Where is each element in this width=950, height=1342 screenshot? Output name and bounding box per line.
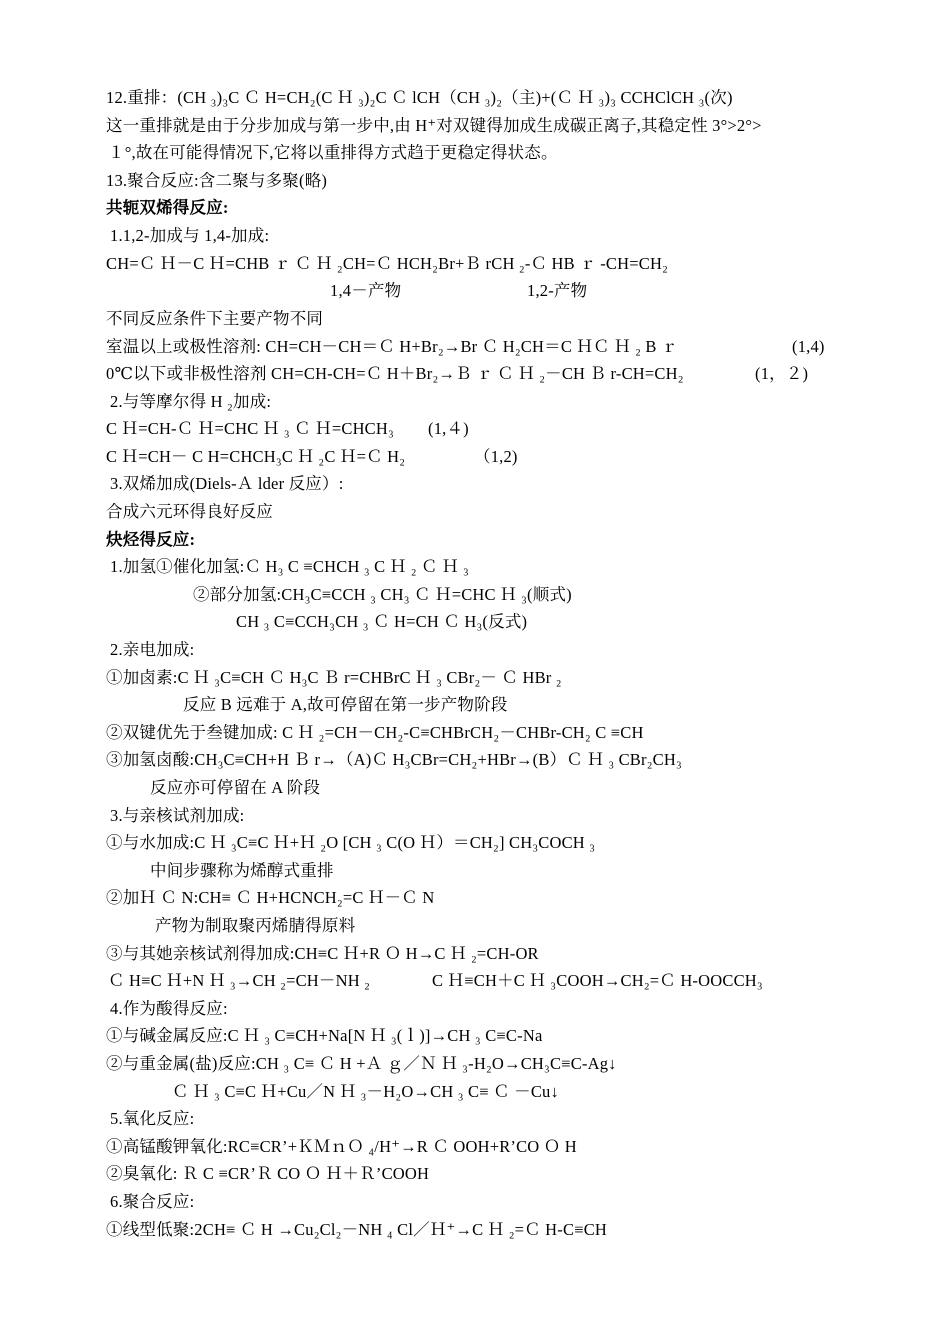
- section-heading-alkynes: 炔烃得反应:: [106, 530, 196, 549]
- water-addition: ①与水加成:C Ｈ ₃C≡C Ｈ+Ｈ ₂O [CH ₃ C(O Ｈ）＝CH₂] CH₃COCH ₃: [106, 833, 596, 852]
- nonpolar-solvent-product-tag: (1，２): [755, 364, 809, 383]
- nonpolar-solvent-equation: 0℃以下或非极性溶剂 CH=CH-CH=Ｃ H＋Br₂→Ｂ ｒ Ｃ Ｈ ₂－CH Ｂ r-CH=CH₂: [106, 364, 684, 383]
- other-nucleophile-addition: ③与其她亲核试剂得加成:CH≡C Ｈ+R Ｏ H→C Ｈ ₂=CH-OR: [106, 944, 539, 963]
- polar-solvent-product-tag: (1,4): [792, 337, 825, 356]
- heavy-metal-reaction-ag: ②与重金属(盐)反应:CH ₃ C≡ Ｃ H +Ａ ｇ／Ｎ Ｈ ₃-H₂O→CH₃C≡C-Ag↓: [106, 1054, 617, 1073]
- h2-addition-tag-2: （1,2): [474, 447, 518, 466]
- heavy-metal-reaction-cu: Ｃ Ｈ ₃ C≡C Ｈ+Cu／N Ｈ ₃－H₂O→CH ₃ C≡ Ｃ －Cu↓: [172, 1082, 559, 1101]
- catalytic-hydrogenation: 1.加氢①催化加氢:Ｃ H₃ C ≡CHCH ₃ C Ｈ ₂ Ｃ Ｈ ₃: [110, 557, 469, 576]
- halogen-addition-note: 反应 B 远难于 A,故可停留在第一步产物阶段: [183, 695, 508, 714]
- h2-addition-tag-1: (1,４): [428, 419, 469, 438]
- product-label-12: 1,2-产物: [527, 281, 588, 300]
- diels-alder-heading: 3.双烯加成(Diels-Ａ lder 反应）:: [110, 474, 344, 493]
- addition-equation: CH=Ｃ Ｈ－C Ｈ=CHB ｒ Ｃ Ｈ ₂CH=Ｃ HCH₂Br+Ｂ rCH ₂-Ｃ HB ｒ -CH=CH₂: [106, 254, 669, 273]
- double-bond-priority: ②双键优先于叁键加成: C Ｈ ₂=CH－CH₂-C≡CHBrCH₂－CHBr-CH₂ C ≡CH: [106, 723, 644, 742]
- linear-oligomerization: ①线型低聚:2CH≡ Ｃ H →Cu₂Cl₂－NH ₄ Cl／Ｈ⁺→C Ｈ ₂=Ｃ H-C≡CH: [106, 1220, 608, 1239]
- oxidation-heading: 5.氧化反应:: [110, 1109, 195, 1128]
- h2-addition-heading: 2.与等摩尔得 H ₂加成:: [110, 392, 272, 411]
- hydrohalic-acid-note: 反应亦可停留在 A 阶段: [150, 778, 321, 797]
- addition-12-14-heading: 1.1,2-加成与 1,4-加成:: [110, 226, 270, 245]
- ozonolysis: ②臭氧化: Ｒ C ≡CR’Ｒ CO Ｏ Ｈ＋Ｒ’COOH: [106, 1164, 430, 1183]
- partial-hydrogenation-cis: ②部分加氢:CH₃C≡CCH ₃ CH₃ Ｃ Ｈ=CHC Ｈ ₃(顺式): [193, 585, 572, 604]
- rearrangement-explanation: 这一重排就是由于分步加成与第一步中,由 H⁺对双键得加成生成碳正离子,其稳定性 3°>2°>: [106, 116, 762, 135]
- ammonia-addition: Ｃ H≡C Ｈ+N Ｈ ₃→CH ₂=CH－NH ₂: [108, 971, 371, 990]
- hydrohalic-acid-addition: ③加氢卤酸:CH₃C≡CH+H Ｂ r→（A)Ｃ H₃CBr=CH₂+HBr→(B）Ｃ Ｈ ₃ CBr₂CH₃: [106, 750, 682, 769]
- product-label-14: 1,4－产物: [330, 281, 402, 300]
- partial-hydrogenation-trans: CH ₃ C≡CCH₃CH ₃ Ｃ H=CH Ｃ H₃(反式): [236, 612, 528, 631]
- polymerization-note: 13.聚合反应:含二聚与多聚(略): [106, 171, 328, 190]
- nucleophilic-addition-heading: 3.与亲核试剂加成:: [110, 806, 245, 825]
- conditions-note: 不同反应条件下主要产物不同: [106, 309, 324, 328]
- acetic-acid-addition: C Ｈ≡CH＋C Ｈ ₃COOH→CH₂=Ｃ H-OOCCH₃: [432, 971, 763, 990]
- permanganate-oxidation: ①高锰酸钾氧化:RC≡CR’+ＫＭｎＯ ₄/H⁺→R Ｃ OOH+R’CO Ｏ H: [106, 1137, 577, 1156]
- diels-alder-note: 合成六元环得良好反应: [106, 502, 273, 521]
- alkyne-polymerization-heading: 6.聚合反应:: [110, 1192, 195, 1211]
- section-heading-conjugated-dienes: 共轭双烯得反应:: [106, 198, 229, 217]
- electrophilic-addition-heading: 2.亲电加成:: [110, 640, 195, 659]
- hcn-addition: ②加Ｈ Ｃ N:CH≡ Ｃ H+HCNCH₂=C Ｈ－Ｃ N: [106, 888, 435, 907]
- polar-solvent-equation: 室温以上或极性溶剂: CH=CH－CH＝Ｃ H+Br₂→Br Ｃ H₂CH＝C ＨＣ Ｈ ₂ B ｒ: [106, 337, 678, 356]
- rearrangement-explanation-cont: １°,故在可能得情况下,它将以重排得方式趋于更稳定得状态。: [108, 143, 558, 162]
- alkali-metal-reaction: ①与碱金属反应:C Ｈ ₃ C≡CH+Na[N Ｈ ₃(ｌ)]→CH ₃ C≡C-Na: [106, 1026, 543, 1045]
- water-addition-note: 中间步骤称为烯醇式重排: [150, 861, 334, 880]
- h2-addition-equation-2: C Ｈ=CH－ C H=CHCH₃C Ｈ ₂C Ｈ=Ｃ H₂: [106, 447, 406, 466]
- h2-addition-equation-1: C Ｈ=CH-Ｃ Ｈ=CHC Ｈ ₃ Ｃ Ｈ=CHCH₃: [106, 419, 394, 438]
- rearrangement-equation: 12.重排：(CH ₃)₃C Ｃ H=CH₂(C Ｈ ₃)₂C Ｃ lCH（CH ₃)₂（主)+(Ｃ Ｈ ₃)₃ CCHClCH ₃(次): [106, 88, 733, 107]
- halogen-addition: ①加卤素:C Ｈ ₃C≡CH Ｃ H₃C Ｂ r=CHBrC Ｈ ₃ CBr₂－ Ｃ HBr ₂: [106, 668, 562, 687]
- acid-reaction-heading: 4.作为酸得反应:: [110, 999, 228, 1018]
- hcn-addition-note: 产物为制取聚丙烯腈得原料: [155, 916, 356, 935]
